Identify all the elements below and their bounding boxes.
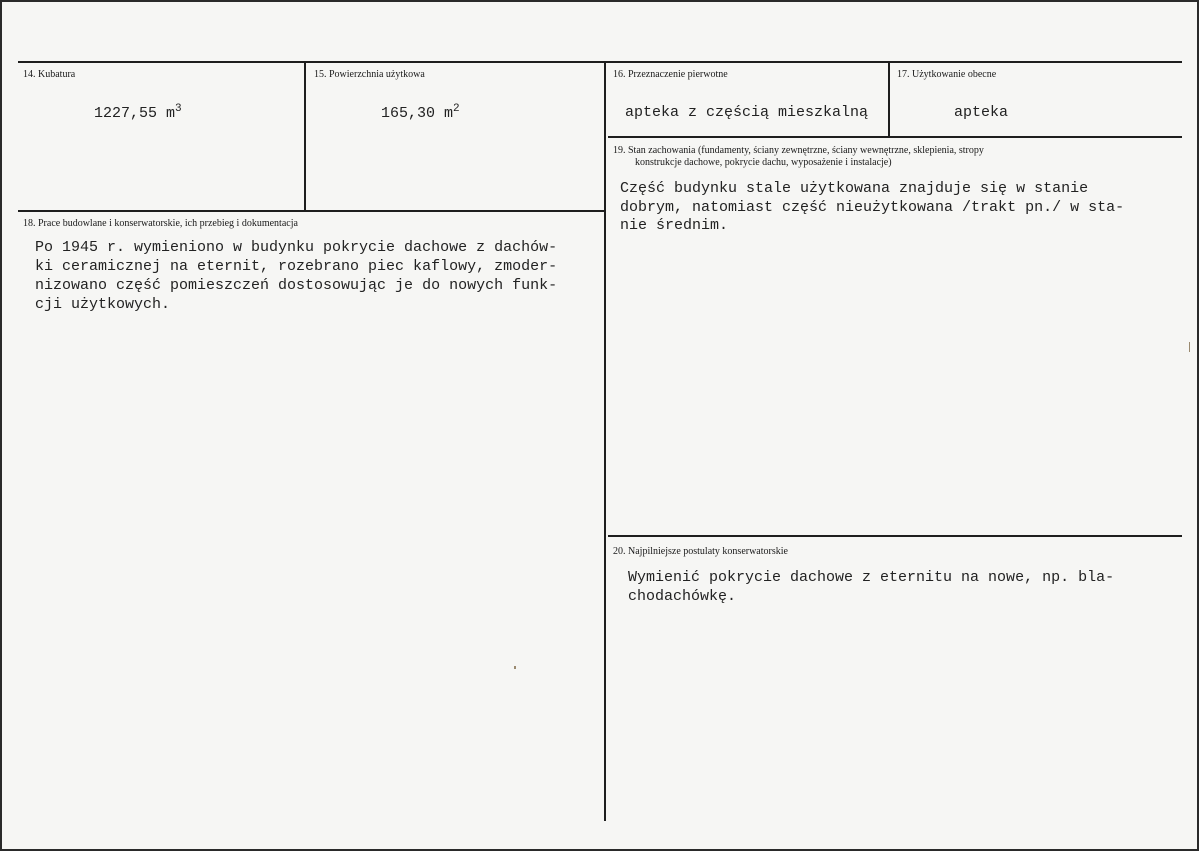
field-18-line: cji użytkowych. [35,296,171,313]
field-20-line: chodachówkę. [628,588,737,605]
field-18-line: ki ceramicznej na eternit, rozebrano piec kaflowy, zmoder- [35,258,558,275]
divider-main [604,63,606,821]
field-20-line: Wymienić pokrycie dachowe z eternitu na nowe, np. bla- [628,569,1115,586]
field-16-label: 16. Przeznaczenie pierwotne [613,69,728,80]
field-18-line: nizowano część pomieszczeń dostosowując je do nowych funk- [35,277,558,294]
field-19-label-line1: 19. Stan zachowania (fundamenty, ściany zewnętrzne, ściany wewnętrzne, sklepienia, stropy [613,145,984,156]
rule-right-upper [608,136,1182,138]
divider-14-15 [304,63,306,211]
field-18-line: Po 1945 r. wymieniono w budynku pokrycie dachowe z dachów- [35,239,558,256]
field-17-value: apteka [954,104,1009,121]
field-14-number: 1227,55 m [94,105,176,122]
field-19-line: Część budynku stale użytkowana znajduje się w stanie [620,180,1089,197]
field-15-value [381,104,460,123]
top-rule [18,61,1182,63]
field-19-line: nie średnim. [620,217,729,234]
paper-speck [514,666,516,669]
field-17-label: 17. Użytkowanie obecne [897,69,997,80]
paper-speck [1189,342,1190,352]
field-19-line: dobrym, natomiast część nieużytkowana /trakt pn./ w sta- [620,199,1125,216]
field-20-label: 20. Najpilniejsze postulaty konserwatorskie [613,546,788,557]
rule-right-lower [608,535,1182,537]
rule-left-mid [18,210,604,212]
field-18-label: 18. Prace budowlane i konserwatorskie, ich przebieg i dokumentacja [23,218,298,229]
field-19-label-line2: konstrukcje dachowe, pokrycie dachu, wyposażenie i instalacje) [635,157,892,168]
field-14-value [94,104,182,123]
field-14-exponent: 3 [175,103,182,115]
field-14-label: 14. Kubatura [23,69,76,80]
field-15-label: 15. Powierzchnia użytkowa [314,69,425,80]
field-15-exponent: 2 [453,103,460,115]
field-15-number: 165,30 m [381,105,454,122]
divider-16-17 [888,63,890,137]
field-16-value: apteka z częścią mieszkalną [625,104,869,121]
